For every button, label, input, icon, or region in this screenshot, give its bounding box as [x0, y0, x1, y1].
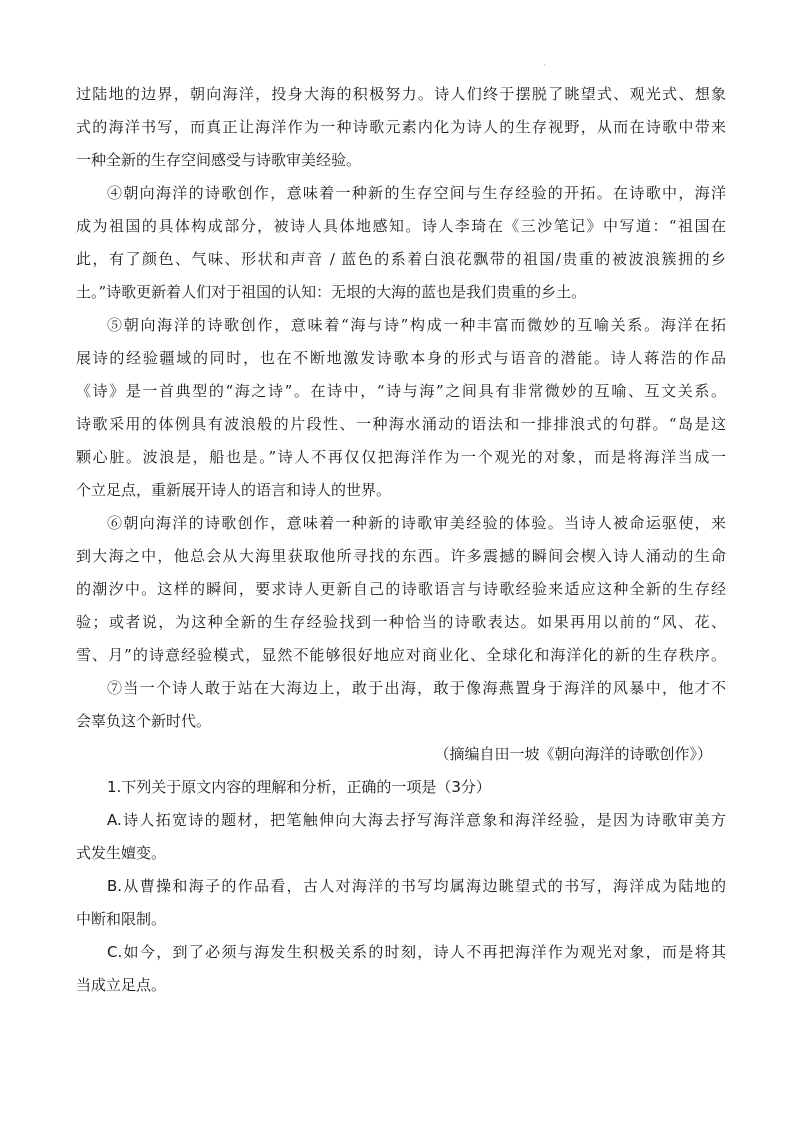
source-citation: （摘编自田一坡《朝向海洋的诗歌创作》）: [434, 745, 712, 763]
question-1: [76, 771, 726, 1002]
option-c: [76, 936, 726, 1002]
text-line: 展诗的经验疆域的同时，也在不断地激发诗歌本身的形式与语音的潜能。诗人蒋浩的作品: [76, 349, 726, 367]
document-page: [76, 78, 726, 1002]
text-line: 式的海洋书写，而真正让海洋作为一种诗歌元素内化为诗人的生存视野，从而在诗歌中带来: [76, 118, 726, 136]
option-line: 式发生嬗变。: [76, 844, 167, 862]
text-line: 《诗》是一首典型的“海之诗”。在诗中，“诗与海”之间具有非常微妙的互喻、互文关系。: [76, 382, 726, 400]
text-line: ⑦当一个诗人敢于站在大海边上，敢于出海，敢于像海燕置身于海洋的风暴中，他才不: [107, 679, 726, 697]
paragraph-6: [76, 507, 726, 672]
question-stem: 1.下列关于原文内容的理解和分析，正确的一项是（3分）: [107, 778, 491, 796]
paragraph-5: [76, 309, 726, 507]
text-line: 诗歌采用的体例具有波浪般的片段性、一种海水涌动的语法和一排排浪式的句群。“岛是这: [76, 415, 726, 433]
text-line: 个立足点，重新展开诗人的语言和诗人的世界。: [76, 481, 392, 499]
text-line: ④朝向海洋的诗歌创作，意味着一种新的生存空间与生存经验的开拓。在诗歌中，海洋: [107, 184, 726, 202]
text-line: ⑤朝向海洋的诗歌创作，意味着“海与诗”构成一种丰富而微妙的互喻关系。海洋在拓: [107, 316, 726, 334]
text-line: 一种全新的生存空间感受与诗歌审美经验。: [76, 151, 362, 169]
text-line: 过陆地的边界，朝向海洋，投身大海的积极努力。诗人们终于摆脱了眺望式、观光式、想象: [76, 85, 726, 103]
option-b: [76, 870, 726, 936]
text-line: 会辜负这个新时代。: [76, 712, 212, 730]
paragraph-7: [76, 672, 726, 738]
text-line: 雪、月”的诗意经验模式，显然不能够很好地应对商业化、全球化和海洋化的新的生存秩序。: [76, 646, 726, 664]
text-line: ⑥朝向海洋的诗歌创作，意味着一种新的诗歌审美经验的体验。当诗人被命运驱使，来: [107, 514, 726, 532]
option-line: A.诗人拓宽诗的题材，把笔触伸向大海去抒写海洋意象和海洋经验，是因为诗歌审美方: [107, 811, 726, 829]
text-line: 的潮汐中。这样的瞬间，要求诗人更新自己的诗歌语言与诗歌经验来适应这种全新的生存经: [76, 580, 726, 598]
text-line: 到大海之中，他总会从大海里获取他所寻找的东西。许多震撼的瞬间会楔入诗人涌动的生命: [76, 547, 726, 565]
option-line: 当成立足点。: [76, 976, 167, 994]
text-line: 此，有了颜色、气味、形状和声音 / 蓝色的系着白浪花飘带的祖国/贵重的被波浪簇拥的乡: [76, 250, 726, 268]
option-line: B.从曹操和海子的作品看，古人对海洋的书写均属海边眺望式的书写，海洋成为陆地的: [107, 877, 726, 895]
option-a: [76, 804, 726, 870]
text-line: 土。”诗歌更新着人们对于祖国的认知：无垠的大海的蓝也是我们贵重的乡土。: [76, 283, 587, 301]
option-line: C.如今，到了必须与海发生积极关系的时刻，诗人不再把海洋作为观光对象，而是将其: [107, 943, 726, 961]
paragraph-intro: [76, 78, 726, 177]
text-line: 成为祖国的具体构成部分，被诗人具体地感知。诗人李琦在《三沙笔记》中写道：“祖国在: [76, 217, 726, 235]
page-top-mark: ': [544, 64, 546, 71]
text-line: 颗心脏。波浪是，船也是。”诗人不再仅仅把海洋作为一个观光的对象，而是将海洋当成一: [76, 448, 726, 466]
paragraph-4: [76, 177, 726, 309]
option-line: 中断和限制。: [76, 910, 167, 928]
text-line: 验；或者说，为这种全新的生存经验找到一种恰当的诗歌表达。如果再用以前的“风、花、: [76, 613, 726, 631]
